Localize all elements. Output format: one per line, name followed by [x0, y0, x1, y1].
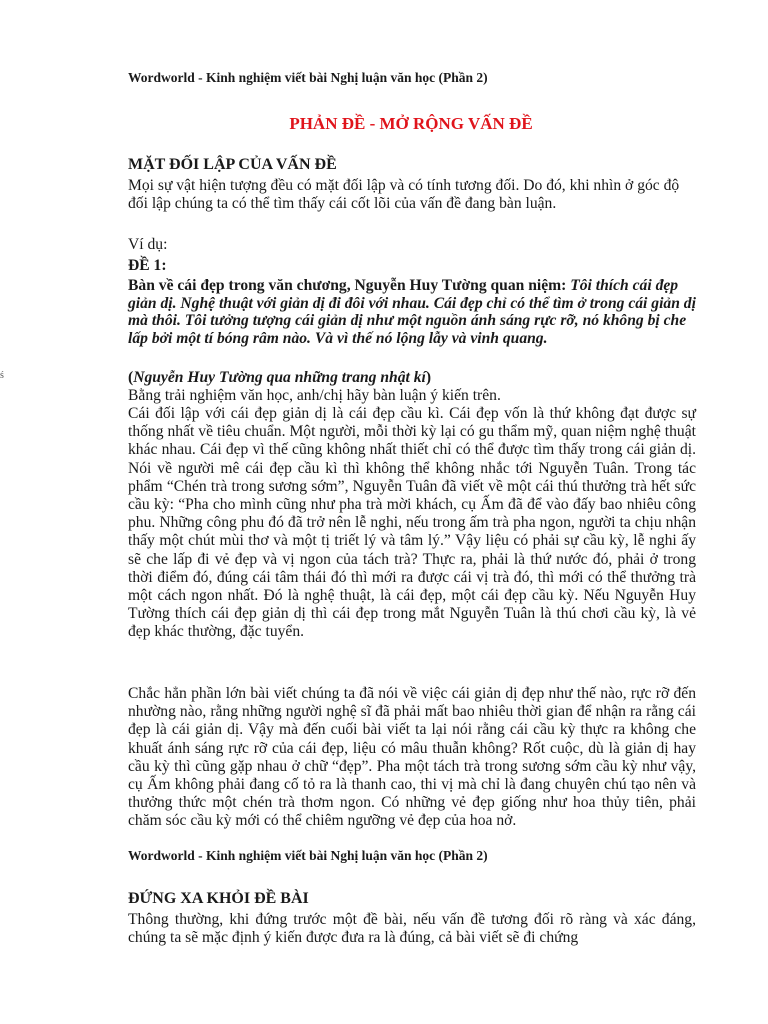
document-header: Wordworld - Kinh nghiệm viết bài Nghị luận văn học (Phần 2) [128, 70, 488, 85]
instruction-text: Bằng trải nghiệm văn học, anh/chị hãy bàn luận ý kiến trên. [128, 387, 501, 404]
topic-statement [128, 277, 696, 347]
source-close: ) [425, 369, 432, 386]
body-paragraph-1: Cái đối lập với cái đẹp giản dị là cái đẹp cầu kì. Cái đẹp vốn là thứ không đạt được sự thống nhất về tiêu chuẩn. Một người, mỗi thời kỳ lại có gu thẩm mỹ, quan niệm nghệ thuật khác nhau. Cái đẹp vì thế cũng không nhất thiết chỉ có thể được tìm thấy trong cái giản dị. Nói về người mê cái đẹp cầu kì thì không thể không nhắc tới Nguyễn Tuân. Trong tác phẩm “Chén trà trong sương sớm”, Nguyễn Tuân đã viết về một cái thú thưởng trà hết sức cầu kỳ: “Pha cho mình cũng như pha trà mời khách, cụ Ấm đã để vào đấy bao nhiêu công phu. Những công phu đó đã trở nên lễ nghi, nếu trong ấm trà pha ngon, người ta chịu nhận thấy một chút mùi thơ và một tị triết lý và tâm lý.” Vậy liệu có phải sự cầu kỳ, lễ nghi ấy sẽ che lấp đi vẻ đẹp và vị ngon của tách trà? Thực ra, phải là thứ nước đó, phải ở trong thời điểm đó, đúng cái tâm thái đó thì mới ra được cái vị trà đó, thì mới có thể thưởng trà một cách ngon nhất. Đó là nghệ thuật, là cái đẹp, một cái đẹp cầu kỳ. Nếu Nguyễn Huy Tường thích cái đẹp giản dị thì cái đẹp trong mắt Nguyễn Tuân là thú chơi cầu kỳ, là vẻ đẹp khác thường, đặc tuyển. [128, 405, 696, 641]
example-label: Ví dụ: [128, 236, 168, 253]
section-heading-opposite: MẶT ĐỐI LẬP CỦA VẤN ĐỀ [128, 156, 337, 173]
section2-paragraph: Thông thường, khi đứng trước một đề bài, nếu vấn đề tương đối rõ ràng và xác đáng, chúng ta sẽ mặc định ý kiến được đưa ra là đúng, cả bài viết sẽ đi chứng [128, 911, 696, 947]
body-paragraph-2: Chắc hẳn phần lớn bài viết chúng ta đã nói về việc cái giản dị đẹp như thế nào, rực rỡ đến nhường nào, rằng những người nghệ sĩ đã phải mất bao nhiêu thời gian để nhận ra rằng cái đẹp là cái giản dị. Vậy mà đến cuối bài viết ta lại nói rằng cái cầu kỳ thực ra không che khuất ánh sáng rực rỡ của cái đẹp, liệu có mâu thuẫn không? Rốt cuộc, dù là giản dị hay cầu kỳ thì cũng gặp nhau ở chữ “đẹp”. Pha một tách trà trong sương sớm cầu kỳ như vậy, cụ Ấm không phải đang cố tỏ ra là thanh cao, thi vị mà chỉ là đang chuyên chú tạo nên và thưởng thức một chén trà thơm ngon. Có những vẻ đẹp giống như hoa thủy tiên, phải chăm sóc cầu kỳ mới có thể chiêm ngưỡng vẻ đẹp của hoa nở. [128, 685, 696, 830]
source-open: ( [128, 369, 134, 386]
page-title: PHẢN ĐỀ - MỞ RỘNG VẤN ĐỀ [289, 114, 533, 133]
topic-lead: Bàn về cái đẹp trong văn chương, Nguyễn Huy Tường quan niệm: [128, 277, 571, 294]
source-text: Nguyễn Huy Tường qua những trang nhật kí [133, 369, 426, 386]
topic-quote: Tôi thích cái đẹp giản dị. Nghệ thuật với giản dị đi đôi với nhau. Cái đẹp chỉ có thể tìm ở trong cái giản dị mà thôi. Tôi tưởng tượng cái giản dị như một nguồn ánh sáng rực rỡ, nó không bị che lấp bởi một tí bóng râm nào. Và vì thế nó lộng lẫy và vinh quang. [128, 277, 696, 347]
intro-paragraph: Mọi sự vật hiện tượng đều có mặt đối lập và có tính tương đối. Do đó, khi nhìn ở góc độ đối lập chúng ta có thể tìm thấy cái cốt lõi của vấn đề đang bàn luận. [128, 177, 680, 213]
section-heading-distance: ĐỨNG XA KHỎI ĐỀ BÀI [128, 890, 309, 907]
quote-source [128, 369, 696, 387]
repeated-header: Wordworld - Kinh nghiệm viết bài Nghị luận văn học (Phần 2) [128, 848, 488, 863]
topic-label: ĐỀ 1: [128, 257, 167, 274]
margin-mark: ś [0, 370, 4, 381]
